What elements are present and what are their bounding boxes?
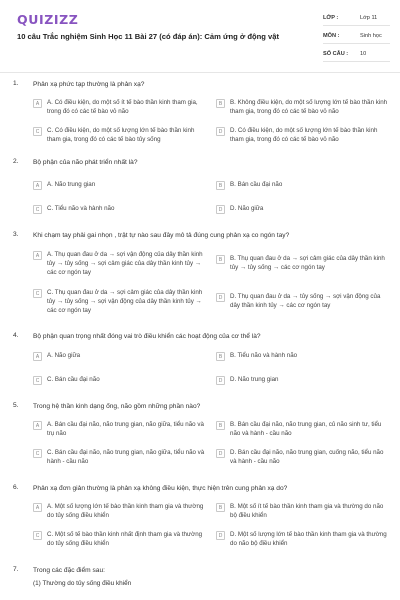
worksheet-header [0,0,400,72]
question-text: Bộ phận quan trọng nhất đóng vai trò điều khiển các hoạt động của cơ thể là? [33,333,261,340]
option-text: D. Một số lượng lớn tế bào thần kinh tham gia và thường do não bộ điều khiển [230,531,387,547]
meta-row-subject [323,28,390,44]
option-letter-box: B [216,181,225,190]
option-letter-box: D [216,449,225,458]
option-letter-box: B [216,352,225,361]
option-letter-box: D [216,205,225,214]
meta-key: SỐ CÂU : [323,51,349,57]
option-letter-box: C [33,449,42,458]
option-letter-box: B [216,255,225,264]
statement-line: (1) Thường do tủy sống điều khiển [33,580,132,587]
option-letter-box: A [33,421,42,430]
meta-row-class [323,10,390,26]
option-text: A. Một số lượng lớn tế bào thần kinh tham gia và thường do tủy sống điều khiển [47,503,204,519]
question-number: 6. [13,484,19,491]
option-text: D. Thụ quan đau ở da → tủy sống → sợi vận động của dây thần kinh tủy → các cơ ngón tay [230,293,381,309]
option-letter-box: B [216,99,225,108]
option-text: B. Không điều kiện, do một số lượng lớn tế bào thần kinh tham gia, trong đó có các tế bào vỏ não [230,99,388,115]
option-letter-box: A [33,181,42,190]
option-letter-box: D [216,531,225,540]
option-letter-box: C [33,531,42,540]
option-letter-box: A [33,503,42,512]
option-text: D. Bán cầu đại não, não trung gian, cuống não, tiểu não và hành - cầu não [230,449,384,465]
option-letter-box: A [33,352,42,361]
meta-key: MÔN : [323,33,340,39]
option-text: D. Não trung gian [230,376,279,383]
option-letter-box: C [33,205,42,214]
option-text: C. Bán cầu đại não, não trung gian, não giữa, tiểu não và hành - cầu não [47,449,205,465]
question-number: 7. [13,566,19,573]
question-text: Trong các đặc điểm sau: [33,567,105,574]
option-letter-box: A [33,251,42,260]
question-text: Phản xạ đơn giản thường là phản xạ không điều kiện, thực hiện trên cung phản xạ do? [33,485,288,492]
option-text: B. Thụ quan đau ở da → sợi cảm giác của dây thần kinh tủy → tủy sống → các cơ ngón tay [230,255,385,271]
meta-value: Lớp 11 [360,15,378,21]
meta-row-question-count [323,46,390,62]
question-text: Phản xạ phức tạp thường là phản xạ? [33,81,145,88]
page-title: 10 câu Trắc nghiệm Sinh Học 11 Bài 27 (có đáp án): Cảm ứng ở động vật [17,32,279,41]
option-letter-box: D [216,293,225,302]
option-text: C. Có điều kiện, do một số lượng lớn tế bào thần kinh tham gia, trong đó có các tế bào tủy sống [47,127,195,143]
option-text: C. Thụ quan đau ở da → sợi cảm giác của dây thần kinh tủy → tủy sống → sợi vận động của dây thần kinh tủy → các cơ ngón tay [47,289,203,314]
option-letter-box: C [33,376,42,385]
option-letter-box: B [216,503,225,512]
meta-key: LỚP : [323,15,339,21]
question-number: 1. [13,80,19,87]
option-letter-box: A [33,99,42,108]
option-text: A. Não giữa [47,352,81,359]
header-divider [0,72,400,73]
meta-value: Sinh học [360,33,382,39]
option-text: C. Bán cầu đại não [47,376,100,383]
question-text: Trong hệ thần kinh dạng ống, não gồm những phần nào? [33,403,201,410]
question-text: Khi chạm tay phải gai nhọn , trật tự nào sau đây mô tả đúng cung phản xạ co ngón tay? [33,232,290,239]
option-letter-box: C [33,289,42,298]
option-text: B. Bán cầu đại não, não trung gian, củ não sinh tư, tiểu não và hành - cầu não [230,421,382,437]
question-number: 3. [13,231,19,238]
option-letter-box: D [216,376,225,385]
option-letter-box: C [33,127,42,136]
option-text: A. Bán cầu đại não, não trung gian, não giữa, tiểu não và trụ não [47,421,204,437]
question-number: 2. [13,158,19,165]
question-text: Bộ phận của não phát triển nhất là? [33,159,138,166]
option-text: C. Tiểu não và hành não [47,205,115,212]
question-number: 4. [13,332,19,339]
option-letter-box: D [216,127,225,136]
question-number: 5. [13,402,19,409]
quizizz-logo: QUIZIZZ [17,12,79,27]
option-text: D. Não giữa [230,205,264,212]
option-text: B. Bán cầu đại não [230,181,283,188]
meta-value: 10 [360,51,367,57]
option-text: A. Có điều kiện, do một số ít tế bào thần kinh tham gia, trong đó có các tế bào vỏ não [47,99,198,115]
option-text: A. Thụ quan đau ở da → sợi vận động của dây thần kinh tủy → tủy sống → sợi cảm giác của dây thần kinh tủy → các cơ ngón tay [47,251,203,276]
option-text: C. Một số tế bào thần kinh nhất định tham gia và thường do tủy sống điều khiển [47,531,203,547]
option-text: B. Một số ít tế bào thần kinh tham gia và thường do não bộ điều khiển [230,503,384,519]
option-letter-box: B [216,421,225,430]
option-text: B. Tiểu não và hành não [230,352,298,359]
option-text: D. Có điều kiện, do một số lượng lớn tế bào thần kinh tham gia, trong đó có các tế bào vỏ não [230,127,378,143]
option-text: A. Não trung gian [47,181,96,188]
